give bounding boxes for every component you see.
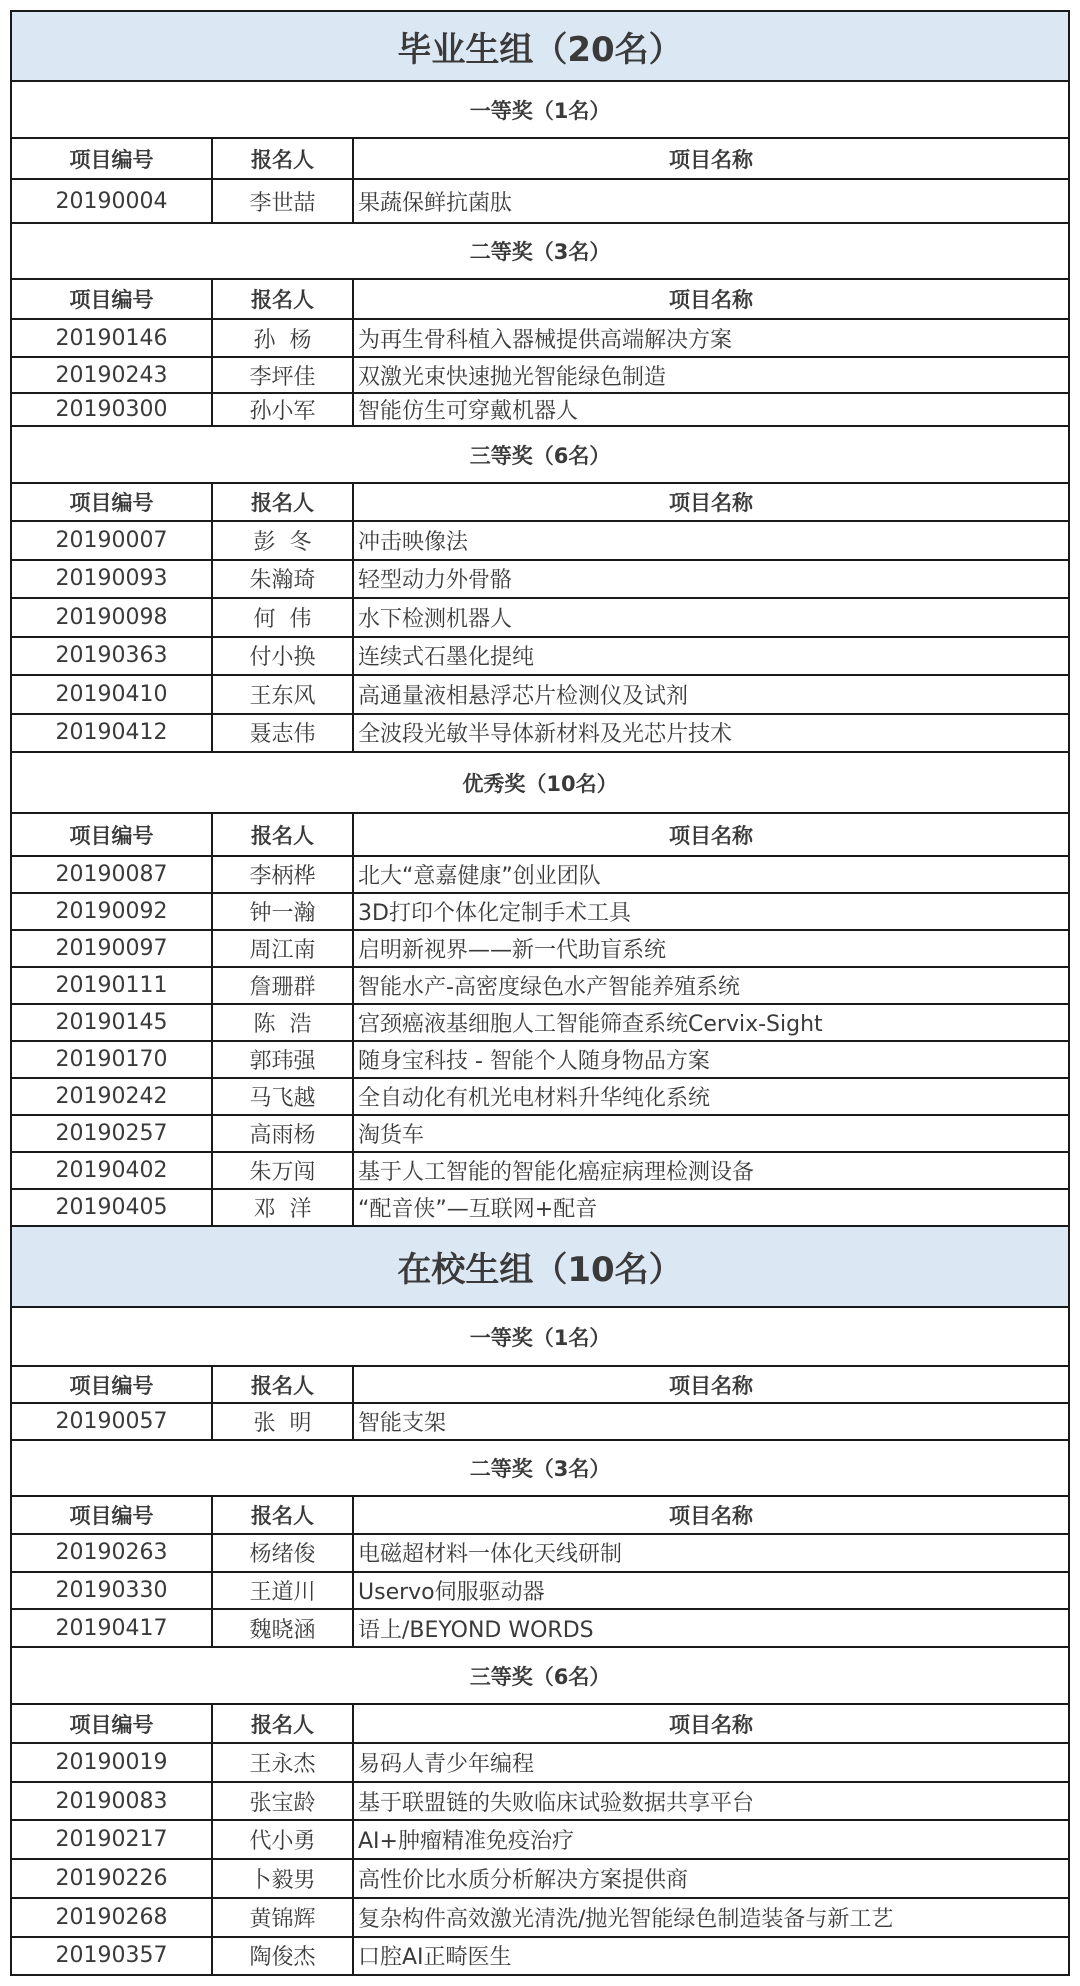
award-tier-row <box>11 81 1069 138</box>
column-header-project: 项目名称 <box>353 138 1069 179</box>
project-name-cell: 全自动化有机光电材料升华纯化系统 <box>353 1078 1069 1115</box>
project-id-cell: 20190363 <box>11 637 212 676</box>
project-id-cell: 20190170 <box>11 1041 212 1078</box>
column-header-project: 项目名称 <box>353 279 1069 319</box>
project-id-cell: 20190145 <box>11 1004 212 1041</box>
column-header-id: 项目编号 <box>11 1366 212 1403</box>
project-name-cell: 冲击映像法 <box>353 521 1069 560</box>
table-row <box>11 1004 1069 1041</box>
column-header-row <box>11 1366 1069 1403</box>
group-header-row <box>11 1226 1069 1307</box>
project-name-cell: 高通量液相悬浮芯片检测仪及试剂 <box>353 675 1069 714</box>
project-name-cell: 北大“意嘉健康”创业团队 <box>353 856 1069 893</box>
award-tier-title: 二等奖（3名） <box>11 223 1069 279</box>
table-row <box>11 1820 1069 1859</box>
applicant-cell: 孙 杨 <box>212 319 353 357</box>
project-name-cell: 智能仿生可穿戴机器人 <box>353 393 1069 426</box>
project-id-cell: 20190410 <box>11 675 212 714</box>
project-id-cell: 20190007 <box>11 521 212 560</box>
project-id-cell: 20190217 <box>11 1820 212 1859</box>
table-row <box>11 598 1069 637</box>
applicant-cell: 钟一瀚 <box>212 893 353 930</box>
project-name-cell: 3D打印个体化定制手术工具 <box>353 893 1069 930</box>
project-name-cell: 复杂构件高效激光清洗/抛光智能绿色制造装备与新工艺 <box>353 1898 1069 1937</box>
applicant-cell: 张 明 <box>212 1403 353 1440</box>
project-id-cell: 20190242 <box>11 1078 212 1115</box>
table-row <box>11 521 1069 560</box>
column-header-person: 报名人 <box>212 813 353 856</box>
column-header-person: 报名人 <box>212 1496 353 1534</box>
column-header-row <box>11 1496 1069 1534</box>
project-name-cell: 语上/BEYOND WORDS <box>353 1609 1069 1647</box>
project-name-cell: AI+肿瘤精准免疫治疗 <box>353 1820 1069 1859</box>
project-name-cell: 随身宝科技 - 智能个人随身物品方案 <box>353 1041 1069 1078</box>
project-id-cell: 20190243 <box>11 357 212 393</box>
project-id-cell: 20190092 <box>11 893 212 930</box>
applicant-cell: 聂志伟 <box>212 714 353 753</box>
applicant-cell: 郭玮强 <box>212 1041 353 1078</box>
project-name-cell: 智能水产-高密度绿色水产智能养殖系统 <box>353 967 1069 1004</box>
applicant-cell: 李柄桦 <box>212 856 353 893</box>
applicant-cell: 何 伟 <box>212 598 353 637</box>
applicant-cell: 詹珊群 <box>212 967 353 1004</box>
applicant-cell: 马飞越 <box>212 1078 353 1115</box>
project-name-cell: 果蔬保鲜抗菌肽 <box>353 179 1069 223</box>
awards-table <box>10 10 1070 1976</box>
table-row <box>11 560 1069 599</box>
applicant-cell: 魏晓涵 <box>212 1609 353 1647</box>
project-name-cell: 双激光束快速抛光智能绿色制造 <box>353 357 1069 393</box>
applicant-cell: 朱瀚琦 <box>212 560 353 599</box>
project-id-cell: 20190004 <box>11 179 212 223</box>
applicant-cell: 杨绪俊 <box>212 1534 353 1572</box>
table-row <box>11 1078 1069 1115</box>
group-header-row <box>11 11 1069 81</box>
project-id-cell: 20190057 <box>11 1403 212 1440</box>
table-row <box>11 1534 1069 1572</box>
column-header-id: 项目编号 <box>11 279 212 319</box>
project-name-cell: 易码人青少年编程 <box>353 1743 1069 1782</box>
applicant-cell: 王永杰 <box>212 1743 353 1782</box>
table-row <box>11 1152 1069 1189</box>
column-header-id: 项目编号 <box>11 1704 212 1743</box>
column-header-person: 报名人 <box>212 1366 353 1403</box>
project-id-cell: 20190402 <box>11 1152 212 1189</box>
award-tier-row <box>11 1647 1069 1704</box>
award-tier-title: 一等奖（1名） <box>11 81 1069 138</box>
project-name-cell: Uservo伺服驱动器 <box>353 1572 1069 1610</box>
project-id-cell: 20190405 <box>11 1189 212 1226</box>
project-name-cell: 智能支架 <box>353 1403 1069 1440</box>
applicant-cell: 彭 冬 <box>212 521 353 560</box>
project-name-cell: 电磁超材料一体化天线研制 <box>353 1534 1069 1572</box>
project-name-cell: 启明新视界——新一代助盲系统 <box>353 930 1069 967</box>
project-id-cell: 20190226 <box>11 1859 212 1898</box>
table-row <box>11 1898 1069 1937</box>
table-row <box>11 319 1069 357</box>
project-name-cell: 轻型动力外骨骼 <box>353 560 1069 599</box>
column-header-project: 项目名称 <box>353 483 1069 521</box>
table-row <box>11 1782 1069 1821</box>
project-id-cell: 20190098 <box>11 598 212 637</box>
awards-table-body <box>11 11 1069 1975</box>
project-id-cell: 20190330 <box>11 1572 212 1610</box>
table-row <box>11 637 1069 676</box>
column-header-person: 报名人 <box>212 1704 353 1743</box>
project-id-cell: 20190257 <box>11 1115 212 1152</box>
column-header-project: 项目名称 <box>353 1366 1069 1403</box>
column-header-project: 项目名称 <box>353 1704 1069 1743</box>
project-name-cell: 水下检测机器人 <box>353 598 1069 637</box>
column-header-row <box>11 813 1069 856</box>
applicant-cell: 陶俊杰 <box>212 1937 353 1976</box>
table-row <box>11 1937 1069 1976</box>
applicant-cell: 李坪佳 <box>212 357 353 393</box>
project-id-cell: 20190097 <box>11 930 212 967</box>
group-title: 在校生组（10名） <box>11 1226 1069 1307</box>
applicant-cell: 邓 洋 <box>212 1189 353 1226</box>
project-id-cell: 20190263 <box>11 1534 212 1572</box>
project-name-cell: 基于人工智能的智能化癌症病理检测设备 <box>353 1152 1069 1189</box>
column-header-id: 项目编号 <box>11 138 212 179</box>
applicant-cell: 周江南 <box>212 930 353 967</box>
award-tier-row <box>11 426 1069 483</box>
applicant-cell: 高雨杨 <box>212 1115 353 1152</box>
column-header-row <box>11 483 1069 521</box>
award-tier-row <box>11 1307 1069 1366</box>
applicant-cell: 陈 浩 <box>212 1004 353 1041</box>
project-name-cell: 高性价比水质分析解决方案提供商 <box>353 1859 1069 1898</box>
project-id-cell: 20190357 <box>11 1937 212 1976</box>
applicant-cell: 张宝龄 <box>212 1782 353 1821</box>
award-tier-title: 一等奖（1名） <box>11 1307 1069 1366</box>
table-row <box>11 357 1069 393</box>
column-header-id: 项目编号 <box>11 813 212 856</box>
column-header-person: 报名人 <box>212 138 353 179</box>
applicant-cell: 卜毅男 <box>212 1859 353 1898</box>
award-tier-title: 三等奖（6名） <box>11 1647 1069 1704</box>
column-header-project: 项目名称 <box>353 813 1069 856</box>
project-id-cell: 20190300 <box>11 393 212 426</box>
project-id-cell: 20190417 <box>11 1609 212 1647</box>
applicant-cell: 王道川 <box>212 1572 353 1610</box>
table-row <box>11 1041 1069 1078</box>
table-row <box>11 714 1069 753</box>
table-row <box>11 1743 1069 1782</box>
table-row <box>11 1572 1069 1610</box>
table-row <box>11 893 1069 930</box>
project-name-cell: 为再生骨科植入器械提供高端解决方案 <box>353 319 1069 357</box>
table-row <box>11 675 1069 714</box>
table-row <box>11 856 1069 893</box>
project-name-cell: 基于联盟链的失败临床试验数据共享平台 <box>353 1782 1069 1821</box>
project-id-cell: 20190019 <box>11 1743 212 1782</box>
table-row <box>11 393 1069 426</box>
column-header-id: 项目编号 <box>11 1496 212 1534</box>
project-id-cell: 20190111 <box>11 967 212 1004</box>
applicant-cell: 黄锦辉 <box>212 1898 353 1937</box>
column-header-person: 报名人 <box>212 279 353 319</box>
table-row <box>11 1859 1069 1898</box>
table-row <box>11 179 1069 223</box>
applicant-cell: 孙小军 <box>212 393 353 426</box>
table-row <box>11 1189 1069 1226</box>
project-name-cell: 淘货车 <box>353 1115 1069 1152</box>
project-id-cell: 20190146 <box>11 319 212 357</box>
award-tier-title: 三等奖（6名） <box>11 426 1069 483</box>
project-name-cell: 连续式石墨化提纯 <box>353 637 1069 676</box>
project-name-cell: “配音侠”—互联网+配音 <box>353 1189 1069 1226</box>
project-id-cell: 20190087 <box>11 856 212 893</box>
table-row <box>11 967 1069 1004</box>
project-name-cell: 口腔AI正畸医生 <box>353 1937 1069 1976</box>
project-name-cell: 宫颈癌液基细胞人工智能筛查系统Cervix-Sight <box>353 1004 1069 1041</box>
project-name-cell: 全波段光敏半导体新材料及光芯片技术 <box>353 714 1069 753</box>
applicant-cell: 朱万闯 <box>212 1152 353 1189</box>
table-row <box>11 1609 1069 1647</box>
table-row <box>11 930 1069 967</box>
award-tier-row <box>11 752 1069 813</box>
column-header-row <box>11 1704 1069 1743</box>
award-tier-title: 二等奖（3名） <box>11 1440 1069 1496</box>
column-header-id: 项目编号 <box>11 483 212 521</box>
table-row <box>11 1115 1069 1152</box>
project-id-cell: 20190093 <box>11 560 212 599</box>
project-id-cell: 20190412 <box>11 714 212 753</box>
award-tier-row <box>11 223 1069 279</box>
applicant-cell: 李世喆 <box>212 179 353 223</box>
column-header-person: 报名人 <box>212 483 353 521</box>
applicant-cell: 王东风 <box>212 675 353 714</box>
applicant-cell: 代小勇 <box>212 1820 353 1859</box>
applicant-cell: 付小换 <box>212 637 353 676</box>
column-header-row <box>11 279 1069 319</box>
project-id-cell: 20190083 <box>11 1782 212 1821</box>
table-row <box>11 1403 1069 1440</box>
group-title: 毕业生组（20名） <box>11 11 1069 81</box>
column-header-row <box>11 138 1069 179</box>
column-header-project: 项目名称 <box>353 1496 1069 1534</box>
award-tier-row <box>11 1440 1069 1496</box>
project-id-cell: 20190268 <box>11 1898 212 1937</box>
award-tier-title: 优秀奖（10名） <box>11 752 1069 813</box>
